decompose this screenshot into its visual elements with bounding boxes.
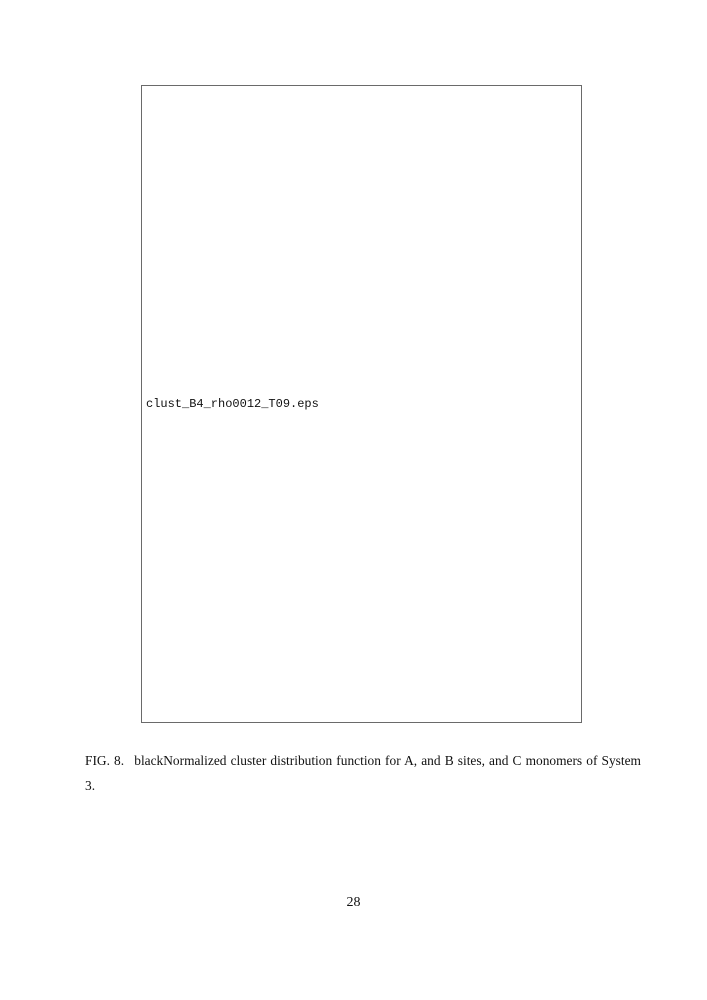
- figure-placeholder-frame: [141, 85, 582, 723]
- caption-text: blackNormalized cluster distribution function for A, and B sites, and C monomers of System 3.: [85, 753, 641, 793]
- figure-filename: clust_B4_rho0012_T09.eps: [146, 397, 319, 411]
- page-number: 28: [346, 895, 361, 910]
- caption-label: FIG. 8.: [85, 753, 125, 768]
- figure-caption: [85, 748, 641, 798]
